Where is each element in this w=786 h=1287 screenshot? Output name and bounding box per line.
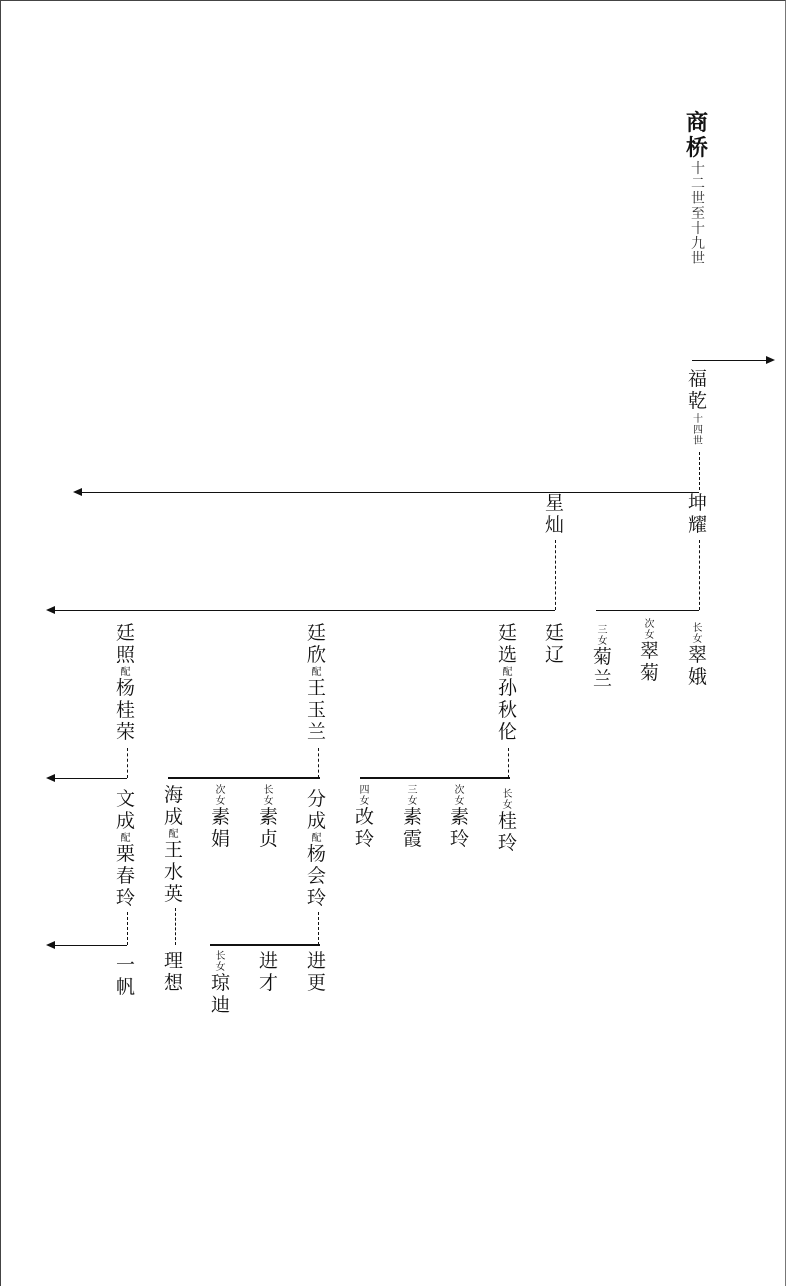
label-second-daughter: 次 女 [644,619,655,641]
person-tingzhao [116,624,135,745]
person-jingeng: 进 更 [307,950,327,994]
connector-line [318,912,319,945]
label-pei: 配 [502,667,513,678]
arrow-left-icon [46,606,55,614]
sibling-bar [360,777,510,779]
connector-line [699,452,700,490]
sibling-bar [168,777,320,779]
arrow-right-icon [766,356,775,364]
person-xingcan: 星 灿 [545,492,565,536]
name-cui-e: 翠 娥 [688,644,708,688]
name-wencheng-spouse: 栗 春 玲 [116,843,136,909]
name-suling: 素 玲 [450,806,470,850]
label-eldest-daughter: 长 女 [692,623,703,645]
arrow-left-icon [46,941,55,949]
connector-line [508,748,509,778]
name-fencheng: 分 成 [307,788,327,832]
person-tingxuan [498,624,517,745]
connector-line [82,492,699,493]
name-guiling: 桂 玲 [498,810,518,854]
name-haicheng-spouse: 王 水 英 [164,839,184,905]
connector-line [555,540,556,610]
name-suzhen: 素 贞 [259,806,279,850]
label-pei: 配 [311,667,322,678]
connector-line [55,778,127,779]
name-haicheng: 海 成 [164,784,184,828]
page-subtitle: 十 二 世 至 十 九 世 [691,161,705,267]
name-tingzhao-spouse: 杨 桂 荣 [116,677,136,743]
daughter-guiling [498,790,517,856]
label-pei: 配 [120,833,131,844]
label-third-daughter: 三 女 [407,785,418,807]
label-third-daughter: 三 女 [597,625,608,647]
person-fencheng [307,790,326,911]
label-second-daughter: 次 女 [215,785,226,807]
connector-line [692,360,766,361]
label-eldest-daughter: 长 女 [215,951,226,973]
name-wencheng: 文 成 [116,788,136,832]
person-haicheng [164,786,183,907]
person-tingliao: 廷 辽 [545,622,565,666]
name-tingxuan: 廷 选 [498,622,518,666]
daughter-cui-e [688,624,707,690]
daughter-suxia [403,786,422,852]
label-eldest-daughter: 长 女 [502,789,513,811]
arrow-left-icon [46,774,55,782]
connector-line [318,748,319,778]
label-pei: 配 [168,829,179,840]
sibling-bar [210,944,320,946]
person-fuqian: 福 乾 [688,368,708,412]
connector-line [55,945,127,946]
connector-line [175,908,176,945]
daughter-cuiju [640,620,659,686]
arrow-left-icon [73,488,82,496]
connector-line [55,610,555,611]
daughter-qiongdi [211,952,230,1018]
page-title: 商 桥 [686,110,709,161]
name-cuiju: 翠 菊 [640,640,660,684]
name-suxia: 素 霞 [403,806,423,850]
name-fencheng-spouse: 杨 会 玲 [307,843,327,909]
connector-line [127,912,128,945]
label-pei: 配 [120,667,131,678]
connector-line [127,748,128,778]
name-tingzhao: 廷 照 [116,622,136,666]
name-julan: 菊 兰 [593,646,613,690]
label-pei: 配 [311,833,322,844]
daughter-julan [593,626,612,692]
person-kunyao: 坤 耀 [688,492,708,536]
daughter-gailing [355,786,374,852]
label-fourth-daughter: 四 女 [359,785,370,807]
person-wencheng [116,790,135,911]
daughter-suzhen [259,786,278,852]
person-lixiang: 理 想 [164,950,184,994]
person-jincai: 进 才 [259,950,279,994]
daughter-sujuan [211,786,230,852]
connector-line [596,610,699,611]
person-tingxin [307,624,326,745]
label-second-daughter: 次 女 [454,785,465,807]
name-tingxin: 廷 欣 [307,622,327,666]
name-tingxuan-spouse: 孙 秋 伦 [498,677,518,743]
name-qiongdi: 琼 迪 [211,972,231,1016]
name-tingxin-spouse: 王 玉 兰 [307,677,327,743]
connector-line [699,540,700,610]
name-gailing: 改 玲 [355,806,375,850]
person-yifan: 一 帆 [116,954,136,998]
daughter-suling [450,786,469,852]
generation-note: 十 四 世 [693,414,703,447]
name-sujuan: 素 娟 [211,806,231,850]
label-eldest-daughter: 长 女 [263,785,274,807]
